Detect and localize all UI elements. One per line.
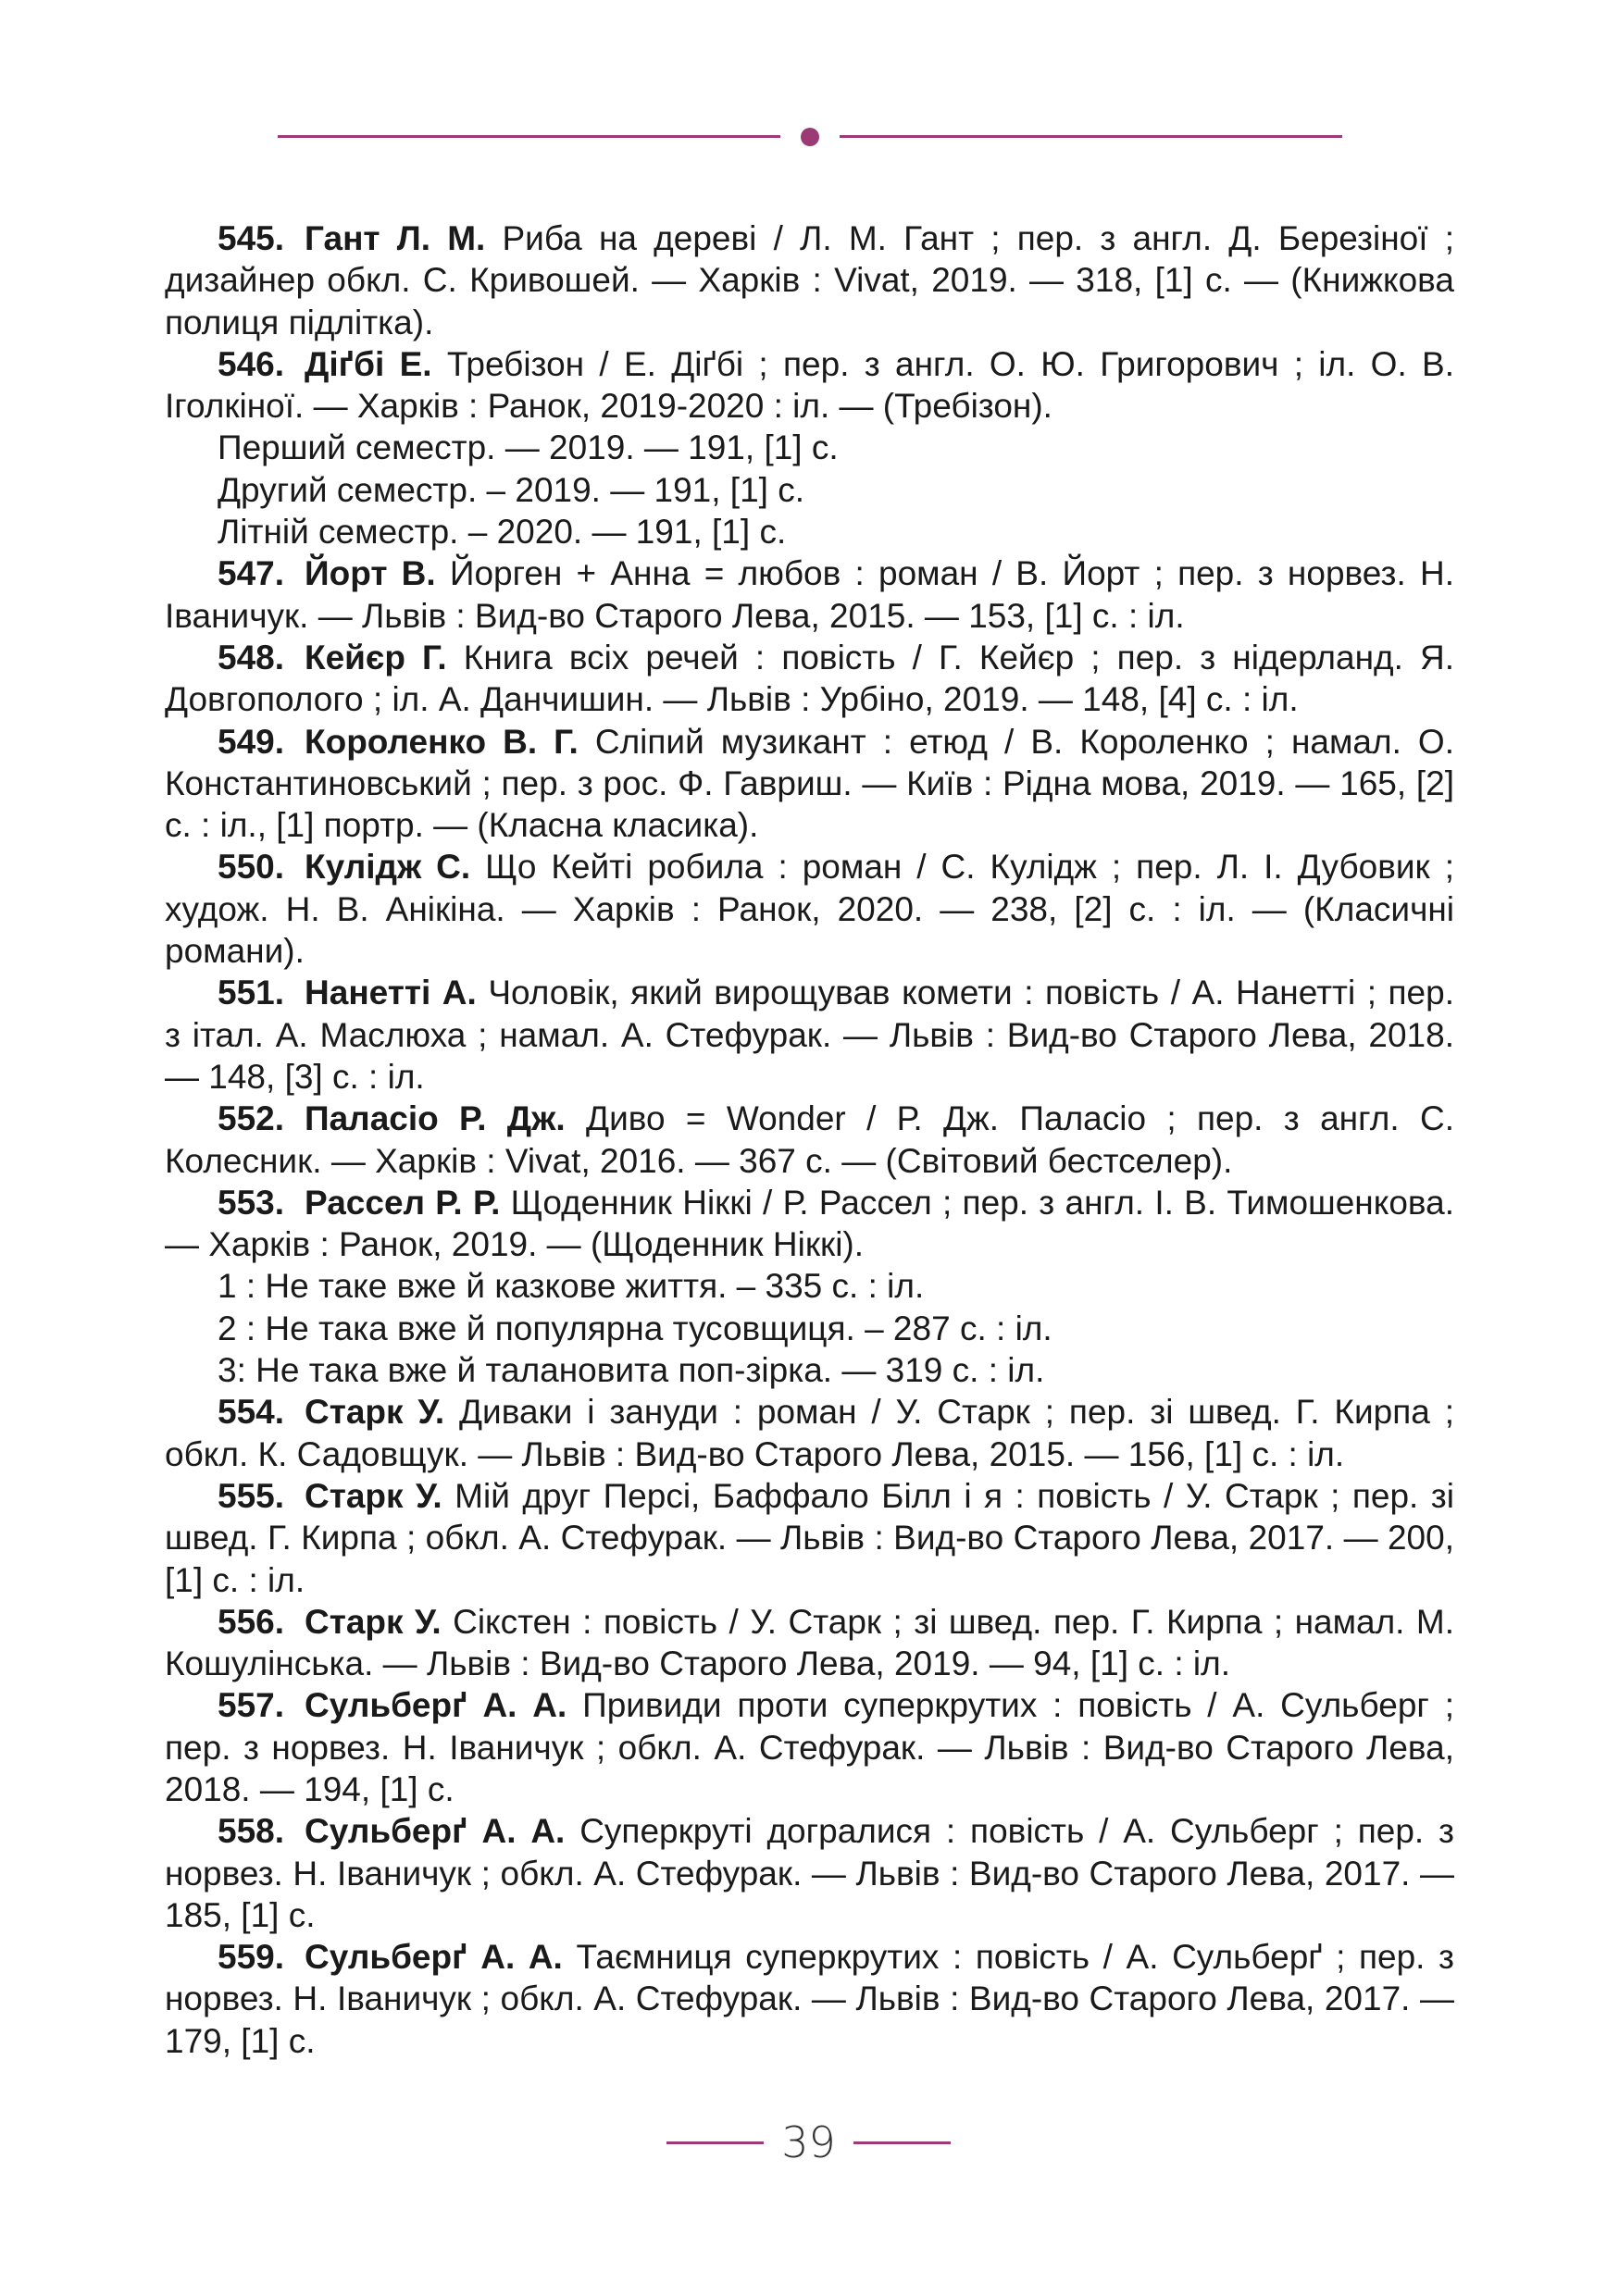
bibliography-entry: [165, 1936, 1454, 2062]
entry-number: 559.: [218, 1938, 285, 1977]
entry-number: 553.: [218, 1183, 285, 1222]
bibliography-entry: [165, 1182, 1454, 1266]
entry-number: 555.: [218, 1476, 285, 1515]
bibliography-entry: [165, 1475, 1454, 1601]
entry-text: Мій друг Персі, Баффало Білл і я : повість / У. Старк ; пер. зі швед. Г. Кирпа ; обкл. А. Стефурак. — Львів : Вид-во Старого Лева, 2017. — 200, [1] с. : іл.: [165, 1476, 1454, 1599]
footer-line-right: [853, 2141, 951, 2144]
page-number: 39: [781, 2117, 836, 2167]
entry-text: Сліпий музикант : етюд / В. Короленко ; намал. О. Константиновський ; пер. з рос. Ф. Гавриш. — Київ : Рідна мова, 2019. — 165, [2] с. : іл., [1] портр. — (Класна класика).: [165, 722, 1454, 845]
page-footer: [666, 2119, 953, 2166]
entry-author: Йорт В.: [305, 554, 436, 593]
entry-author: Нанетті А.: [305, 974, 477, 1012]
entry-author: Рассел Р. Р.: [305, 1183, 501, 1222]
entry-volume: 1 : Не таке вже й казкове життя. – 335 с. : іл.: [218, 1267, 925, 1306]
entry-number: 552.: [218, 1099, 285, 1138]
entry-author: Кулідж С.: [305, 848, 471, 887]
bibliography-entry: [165, 217, 1454, 343]
entry-number: 546.: [218, 344, 285, 383]
entry-text: Риба на дереві / Л. М. Гант ; пер. з англ. Д. Березіної ; дизайнер обкл. С. Кривошей. — Харків : Vivat, 2019. — 318, [1] с. — (Книжкова полиця підлітка).: [165, 219, 1454, 341]
entry-volume: Перший семестр. — 2019. — 191, [1] с.: [218, 428, 839, 467]
entry-text: Таємниця суперкрутих : повість / А. Сульберґ ; пер. з норвез. Н. Іваничук ; обкл. А. Стефурак. — Львів : Вид-во Старого Лева, 2017. — 179, [1] с.: [165, 1938, 1454, 2060]
bibliography-entry: [165, 637, 1454, 721]
entry-number: 551.: [218, 974, 285, 1012]
entry-author: Сульберґ А. А.: [305, 1938, 563, 1977]
footer-line-left: [666, 2141, 764, 2144]
entry-text: Диваки і зануди : роман / У. Старк ; пер. зі швед. Г. Кирпа ; обкл. К. Садовщук. — Львів : Вид-во Старого Лева, 2015. — 156, [1] с. : іл.: [165, 1393, 1454, 1473]
entry-text: Сікстен : повість / У. Старк ; зі швед. пер. Г. Кирпа ; намал. М. Кошулінська. — Львів : Вид-во Старого Лева, 2019. — 94, [1] с. : іл.: [165, 1602, 1454, 1683]
bibliography-entry: [165, 1601, 1454, 1685]
entry-author: Короленко В. Г.: [305, 722, 579, 761]
bibliography-entry: [165, 846, 1454, 972]
entry-number: 548.: [218, 638, 285, 676]
bibliography-entry: [165, 552, 1454, 637]
entry-text: Книга всіх речей : повість / Г. Кейєр ; пер. з нідерланд. Я. Довгополого ; іл. А. Данчишин. — Львів : Урбіно, 2019. — 148, [4] с. : іл.: [165, 638, 1455, 719]
entry-text: Чоловік, який вирощував комети : повість / А. Нанетті ; пер. з італ. А. Маслюха ; намал. А. Стефурак. — Львів : Вид-во Старого Лева, 2018. — 148, [3] с. : іл.: [165, 974, 1454, 1096]
bibliography-entry: [165, 343, 1454, 428]
bibliography-entry: [165, 1684, 1454, 1810]
entry-author: Старк У.: [305, 1602, 442, 1641]
entry-text: Требізон / Е. Діґбі ; пер. з англ. О. Ю. Григорович ; іл. О. В. Іголкіної. — Харків : Ранок, 2019-2020 : іл. — (Требізон).: [165, 344, 1454, 426]
top-ornament: [278, 128, 1342, 146]
entry-volume: Літній семестр. – 2020. — 191, [1] с.: [218, 513, 787, 552]
entry-number: 556.: [218, 1602, 285, 1641]
entry-volume: Другий семестр. – 2019. — 191, [1] с.: [218, 470, 805, 509]
entry-number: 550.: [218, 848, 285, 887]
bibliography-entry: [165, 721, 1454, 847]
bibliography-entry: [165, 1098, 1454, 1182]
ornament-line-left: [278, 135, 780, 138]
entry-author: Кейєр Г.: [305, 638, 447, 676]
entry-text: Привиди проти суперкрутих : повість / А. Сульберг ; пер. з норвез. Н. Іваничук ; обкл. А. Стефурак. — Львів : Вид-во Старого Лева, 2018. — 194, [1] с.: [165, 1686, 1454, 1808]
bibliography-list: [165, 217, 1454, 2062]
entry-number: 554.: [218, 1393, 285, 1432]
entry-author: Сульберґ А. А.: [305, 1686, 567, 1725]
entry-volume: 2 : Не така вже й популярна тусовщиця. – 287 с. : іл.: [218, 1309, 1052, 1347]
bibliography-entry: [165, 1810, 1454, 1936]
entry-author: Старк У.: [305, 1476, 442, 1515]
entry-number: 558.: [218, 1812, 285, 1851]
entry-text: Що Кейті робила : роман / С. Кулідж ; пер. Л. І. Дубовик ; худож. Н. В. Анікіна. — Харків : Ранок, 2020. — 238, [2] с. : іл. — (Класичні романи).: [165, 848, 1454, 971]
bibliography-entry: [165, 1391, 1454, 1475]
ornament-line-right: [840, 135, 1342, 138]
entry-number: 547.: [218, 554, 285, 593]
bibliography-entry: [165, 972, 1454, 1098]
entry-text: Диво = Wonder / Р. Дж. Паласіо ; пер. з англ. С. Колесник. — Харків : Vivat, 2016. — 367 с. — (Світовий бестселер).: [165, 1099, 1454, 1180]
entry-author: Діґбі Е.: [305, 344, 432, 383]
entry-number: 557.: [218, 1686, 285, 1725]
entry-volume: 3: Не така вже й талановита поп-зірка. — 319 с. : іл.: [218, 1351, 1045, 1390]
entry-number: 549.: [218, 722, 285, 761]
entry-number: 545.: [218, 219, 285, 257]
entry-text: Суперкруті догралися : повість / А. Сульберг ; пер. з норвез. Н. Іваничук ; обкл. А. Стефурак. — Львів : Вид-во Старого Лева, 2017. — 185, [1] с.: [165, 1812, 1455, 1934]
entry-text: Щоденник Ніккі / Р. Рассел ; пер. з англ. І. В. Тимошенкова. — Харків : Ранок, 2019. — (Щоденник Ніккі).: [165, 1183, 1455, 1264]
entry-author: Паласіо Р. Дж.: [305, 1099, 566, 1138]
entry-author: Сульберґ А. А.: [305, 1812, 566, 1851]
ornament-dot-icon: [801, 128, 819, 146]
entry-author: Гант Л. М.: [305, 219, 486, 257]
entry-text: Йорген + Анна = любов : роман / В. Йорт ; пер. з норвез. Н. Іваничук. — Львів : Вид-во Старого Лева, 2015. — 153, [1] с. : іл.: [165, 554, 1454, 635]
entry-author: Старк У.: [305, 1393, 445, 1432]
